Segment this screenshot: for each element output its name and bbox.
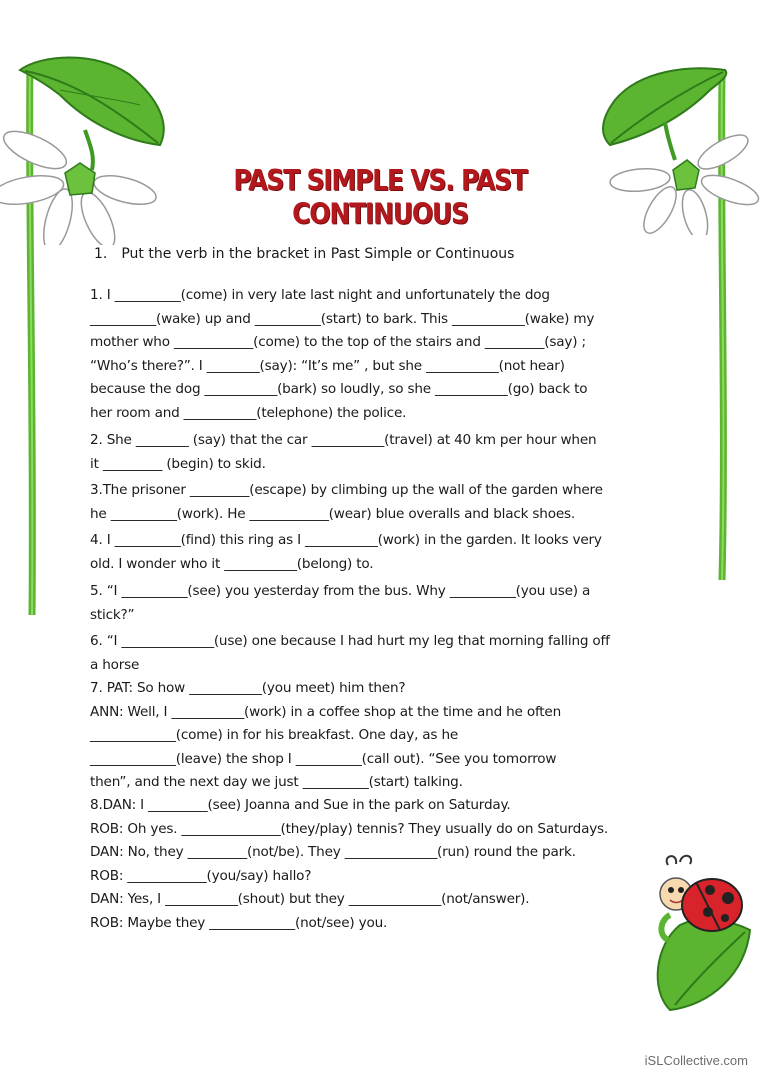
exercise-line: ANN: Well, I ___________(work) in a coffee shop at the time and he often [90, 703, 562, 720]
exercise-line: her room and ___________(telephone) the police. [90, 404, 407, 421]
exercise-line: 7. PAT: So how ___________(you meet) him then? [90, 680, 406, 696]
flower-icon [0, 45, 175, 245]
instruction-number: 1. [94, 246, 108, 262]
exercise-line: ROB: Oh yes. _______________(they/play) tennis? They usually do on Saturdays. [90, 820, 609, 837]
exercise-line: old. I wonder who it ___________(belong) to. [90, 555, 374, 572]
exercise-line: __________(wake) up and __________(start) to bark. This ___________(wake) my [90, 310, 595, 327]
exercise-6 [90, 630, 680, 677]
exercise-line: 5. “I __________(see) you yesterday from the bus. Why __________(you use) a [90, 583, 591, 599]
exercise-4 [90, 529, 680, 576]
exercise-line: stick?” [90, 606, 135, 623]
exercise-line: DAN: Yes, I ___________(shout) but they ______________(not/answer). [90, 891, 530, 907]
exercise-line: 8.DAN: I _________(see) Joanna and Sue in the park on Saturday. [90, 797, 511, 813]
flower-icon [595, 60, 766, 235]
exercise-line: it _________ (begin) to skid. [90, 455, 266, 472]
exercise-line: he __________(work). He ____________(wear) blue overalls and black shoes. [90, 505, 575, 522]
exercise-7 [90, 677, 680, 795]
exercise-line: mother who ____________(come) to the top of the stairs and _________(say) ; [90, 334, 586, 350]
exercise-line: because the dog ___________(bark) so loudly, so she ___________(go) back to [90, 381, 588, 397]
exercise-line: a horse [90, 656, 140, 673]
exercise-5 [90, 580, 680, 627]
page-title: PAST SIMPLE VS. PAST CONTINUOUS [233, 163, 527, 231]
exercise-line: “Who’s there?”. I ________(say): “It’s me” , but she ___________(not hear) [90, 357, 565, 374]
exercise-line: 1. I __________(come) in very late last night and unfortunately the dog [90, 287, 550, 303]
exercise-line: 6. “I ______________(use) one because I had hurt my leg that morning falling off [90, 633, 610, 649]
exercise-2 [90, 429, 680, 476]
exercise-8 [90, 794, 680, 935]
instruction [94, 246, 514, 262]
exercise-line: DAN: No, they _________(not/be). They ______________(run) round the park. [90, 844, 576, 860]
exercise-line: _____________(come) in for his breakfast. One day, as he [90, 727, 459, 743]
exercise-line: then”, and the next day we just __________(start) talking. [90, 774, 463, 790]
exercise-line: 3.The prisoner _________(escape) by climbing up the wall of the garden where [90, 482, 603, 498]
exercise-line: 2. She ________ (say) that the car ___________(travel) at 40 km per hour when [90, 432, 597, 448]
exercise-line: _____________(leave) the shop I __________(call out). “See you tomorrow [90, 750, 557, 767]
watermark: iSLCollective.com [644, 1053, 748, 1068]
exercise-line: ROB: Maybe they _____________(not/see) you. [90, 914, 388, 931]
exercise-line: ROB: ____________(you/say) hallo? [90, 867, 312, 884]
instruction-text: Put the verb in the bracket in Past Simple or Continuous [121, 246, 515, 262]
exercise-1 [90, 284, 680, 425]
exercise-3 [90, 479, 680, 526]
exercise-line: 4. I __________(find) this ring as I ___________(work) in the garden. It looks very [90, 532, 602, 548]
